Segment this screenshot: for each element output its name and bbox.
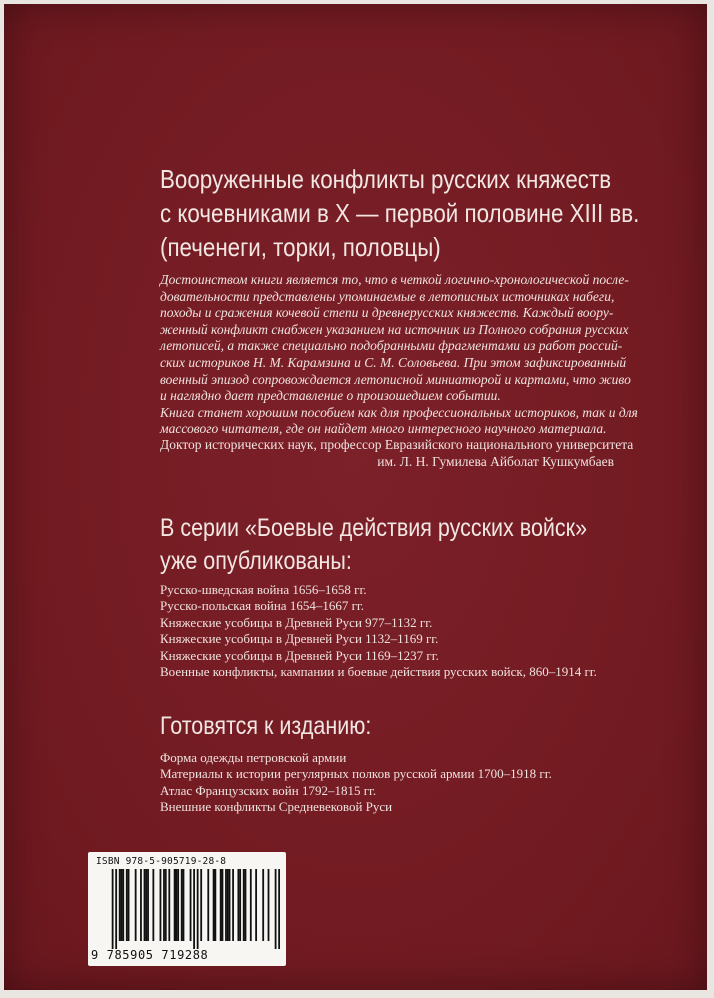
barcode-bar — [112, 869, 114, 949]
reviewer-credit — [160, 436, 634, 470]
series-heading-line: уже опубликованы: — [160, 547, 352, 575]
barcode-bar — [229, 869, 231, 941]
reviewer-title: Доктор исторических наук, профессор Евразийского национального университета — [160, 437, 634, 452]
list-item: Княжеские усобицы в Древней Руси 1132–1169 гг. — [160, 631, 439, 647]
ean-number: 9 785905 719288 — [91, 948, 209, 962]
barcode-bar — [152, 869, 154, 941]
barcode-bar — [225, 869, 227, 941]
list-item: Атлас Французских войн 1792–1815 гг. — [160, 782, 377, 798]
published-list — [160, 582, 597, 680]
isbn-barcode — [88, 852, 286, 966]
barcode-bar — [165, 869, 167, 941]
list-item: Русско-польская война 1654–1667 гг. — [160, 598, 365, 614]
annotation-line: массового читателя, где он найдет много интересного научного материала. — [160, 421, 607, 437]
annotation-line: и наглядно дает представление о произошедшем событии. — [160, 388, 501, 404]
barcode-bar — [168, 869, 170, 941]
annotation-line: летописей, а также специально подобранными фрагментами из работ россий- — [160, 338, 623, 354]
barcode-bar — [250, 869, 252, 941]
barcode-bar — [193, 869, 195, 949]
list-item: Материалы к истории регулярных полков русской армии 1700–1918 гг. — [160, 766, 552, 782]
barcode-bar — [145, 869, 147, 941]
annotation-line: походы и сражения кочевой степи и древнерусских княжеств. Каждый воору- — [160, 305, 614, 321]
barcode-bar — [163, 869, 165, 941]
barcode-bar — [243, 869, 245, 941]
barcode-bar — [237, 869, 239, 941]
annotation-line: ских историков Н. М. Карамзина и С. М. Соловьева. При этом зафиксированный — [160, 354, 627, 370]
barcode-bar — [275, 869, 277, 949]
list-item: Военные конфликты, кампании и боевые действия русских войск, 860–1914 гг. — [160, 664, 597, 680]
annotation-line: Достоинством книги является то, что в четкой логично-хронологической после- — [160, 272, 629, 287]
list-item: Форма одежды петровской армии — [160, 750, 347, 765]
annotation-line: Книга станет хорошим пособием как для профессиональных историков, так и для — [160, 404, 638, 420]
barcode-bar — [227, 869, 229, 941]
barcode-bar — [239, 869, 241, 941]
barcode-bar — [174, 869, 176, 941]
barcode-bar — [160, 869, 162, 941]
barcode-bar — [262, 869, 264, 941]
barcode-bar — [121, 869, 123, 941]
barcode-bar — [213, 869, 215, 941]
barcode-bar — [175, 869, 177, 941]
title-line: (печенеги, торки, половцы) — [160, 232, 441, 262]
barcode-bar — [115, 869, 117, 949]
barcode-bar — [119, 869, 121, 941]
barcode-bar — [268, 869, 270, 941]
reviewer-name: им. Л. Н. Гумилева Айболат Кушкумбаев — [377, 454, 614, 469]
book-back-cover — [4, 4, 707, 990]
barcode-bar — [214, 869, 216, 941]
barcode-bar — [177, 869, 179, 941]
barcode-bar — [147, 869, 149, 941]
series-heading — [160, 512, 587, 578]
book-annotation — [160, 272, 680, 438]
annotation-line: военный эпизод сопровождается летописной миниатюрой и картами, что живо — [160, 371, 631, 387]
barcode-bar — [278, 869, 280, 949]
barcode-bar — [181, 869, 183, 941]
barcode-bar — [197, 869, 199, 949]
book-title — [160, 162, 640, 264]
forthcoming-heading — [160, 710, 371, 743]
barcode-bar — [122, 869, 124, 941]
barcode-bar — [128, 869, 130, 941]
annotation-line: женный конфликт снабжен указанием на источник из Полного собрания русских — [160, 321, 629, 337]
barcode-bar — [222, 869, 224, 941]
list-item: Княжеские усобицы в Древней Руси 1169–1237 гг. — [160, 647, 439, 663]
barcode-bar — [245, 869, 247, 941]
forthcoming-list — [160, 750, 552, 816]
barcode-bar — [126, 869, 128, 941]
series-heading-line: В серии «Боевые действия русских войск» — [160, 514, 588, 542]
title-line: с кочевниками в X — первой половине XIII вв. — [160, 198, 640, 228]
barcode-bar — [190, 869, 192, 941]
barcode-bar — [140, 869, 142, 941]
barcode-bar — [183, 869, 185, 941]
barcode-bar — [232, 869, 234, 941]
barcode-bar — [220, 869, 222, 941]
barcode-bar — [207, 869, 209, 941]
list-item: Княжеские усобицы в Древней Руси 977–1132 гг. — [160, 614, 433, 630]
list-item: Внешние конфликты Средневековой Руси — [160, 799, 393, 815]
annotation-line: довательности представлены упоминаемые в летописных источниках набеги, — [160, 288, 615, 304]
forthcoming-heading-text: Готовятся к изданию: — [160, 712, 372, 740]
isbn-label: ISBN 978-5-905719-28-8 — [96, 856, 227, 867]
barcode-bars — [94, 869, 280, 949]
title-line: Вооруженные конфликты русских княжеств — [160, 164, 612, 194]
barcode-bar — [255, 869, 257, 941]
list-item: Русско-шведская война 1656–1658 гг. — [160, 582, 367, 597]
barcode-bar — [135, 869, 137, 941]
barcode-bar — [144, 869, 146, 941]
barcode-bar — [200, 869, 202, 941]
